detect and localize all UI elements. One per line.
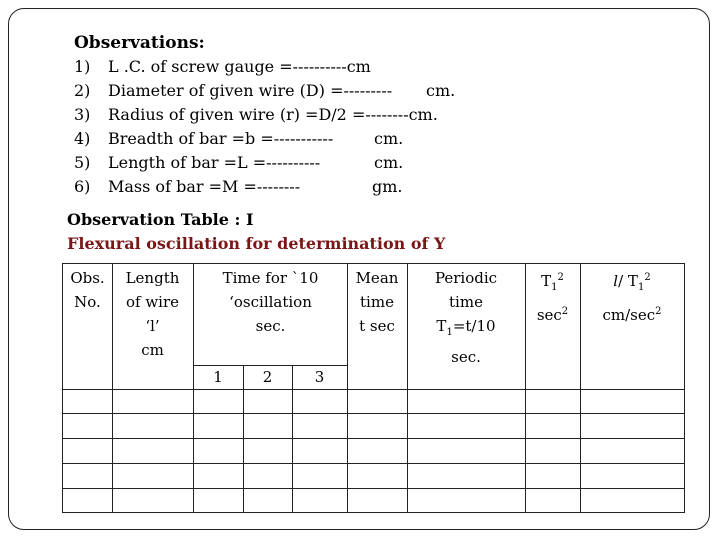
header-line: ‘oscillation bbox=[229, 293, 312, 311]
item-number: 3) bbox=[74, 105, 91, 124]
table-row-line bbox=[62, 488, 685, 489]
item-number: 4) bbox=[74, 129, 91, 148]
formula-symbol: T bbox=[436, 317, 447, 335]
header-periodic-time bbox=[407, 266, 525, 369]
ratio-formula bbox=[580, 266, 684, 300]
formula-subscript: 1 bbox=[637, 282, 645, 293]
unit-superscript: 2 bbox=[655, 306, 662, 317]
formula-superscript: 2 bbox=[644, 272, 651, 283]
header-time-2: 2 bbox=[262, 368, 273, 386]
formula-superscript: 2 bbox=[557, 272, 564, 283]
header-line: ‘l’ bbox=[145, 317, 160, 335]
periodic-formula bbox=[407, 314, 525, 345]
header-line: t sec bbox=[359, 317, 395, 335]
header-mean-time bbox=[347, 266, 407, 338]
table-header-bottom bbox=[62, 389, 685, 390]
item-text: L .C. of screw gauge =----------cm bbox=[108, 57, 371, 76]
header-t1-squared bbox=[525, 266, 580, 327]
item-text: Length of bar =L =---------- bbox=[108, 153, 321, 172]
header-line: Obs. bbox=[70, 269, 105, 287]
item-text: Breadth of bar =b =----------- bbox=[108, 129, 334, 148]
formula-subscript: 1 bbox=[446, 327, 453, 338]
header-obs-no bbox=[62, 266, 113, 314]
header-time-1: 1 bbox=[213, 368, 223, 386]
table-row-line bbox=[62, 463, 685, 464]
item-text: Radius of given wire (r) =D/2 =--------cm. bbox=[108, 105, 438, 124]
item-unit: gm. bbox=[372, 177, 403, 196]
unit-base: cm/sec bbox=[602, 306, 656, 324]
unit-base: sec bbox=[536, 306, 562, 324]
header-length bbox=[112, 266, 193, 362]
formula-rest: =t/10 bbox=[452, 317, 496, 335]
formula-subscript: 1 bbox=[551, 282, 558, 293]
ratio-unit bbox=[580, 300, 684, 327]
t1sq-formula bbox=[525, 266, 580, 300]
table-border-bottom bbox=[62, 512, 685, 513]
header-line: time bbox=[360, 293, 394, 311]
table-row-line bbox=[62, 438, 685, 439]
table-title: Observation Table : I bbox=[67, 210, 254, 229]
header-line: Periodic bbox=[434, 269, 498, 287]
formula-mid: / T bbox=[618, 272, 638, 290]
formula-symbol: T bbox=[541, 272, 552, 290]
header-line: Mean bbox=[355, 269, 399, 287]
header-line: Time for `10 bbox=[222, 269, 319, 287]
header-line: time bbox=[449, 293, 483, 311]
header-l-over-t1-squared bbox=[580, 266, 684, 327]
header-line: sec. bbox=[451, 348, 481, 366]
table-border-top bbox=[62, 263, 685, 264]
table-subtitle: Flexural oscillation for determination of Y bbox=[67, 234, 446, 253]
item-number: 2) bbox=[74, 81, 91, 100]
observations-heading: Observations: bbox=[74, 33, 205, 53]
header-line: Length bbox=[125, 269, 180, 287]
item-number: 6) bbox=[74, 177, 91, 196]
item-number: 1) bbox=[74, 57, 91, 76]
t1sq-unit bbox=[525, 300, 580, 327]
item-number: 5) bbox=[74, 153, 91, 172]
item-unit: cm. bbox=[374, 129, 404, 148]
formula-l: l bbox=[613, 272, 619, 290]
table-row-line bbox=[62, 413, 685, 414]
unit-superscript: 2 bbox=[561, 306, 569, 317]
header-time-3: 3 bbox=[314, 368, 325, 386]
item-text: Mass of bar =M =-------- bbox=[108, 177, 301, 196]
item-unit: cm. bbox=[426, 81, 456, 100]
header-line: sec. bbox=[255, 317, 286, 335]
header-line: cm bbox=[141, 341, 164, 359]
item-text: Diameter of given wire (D) =--------- bbox=[108, 81, 393, 100]
header-line: of wire bbox=[125, 293, 180, 311]
header-line: No. bbox=[74, 293, 101, 311]
header-time bbox=[193, 266, 348, 338]
item-unit: cm. bbox=[374, 153, 404, 172]
table-border-right bbox=[684, 263, 685, 513]
